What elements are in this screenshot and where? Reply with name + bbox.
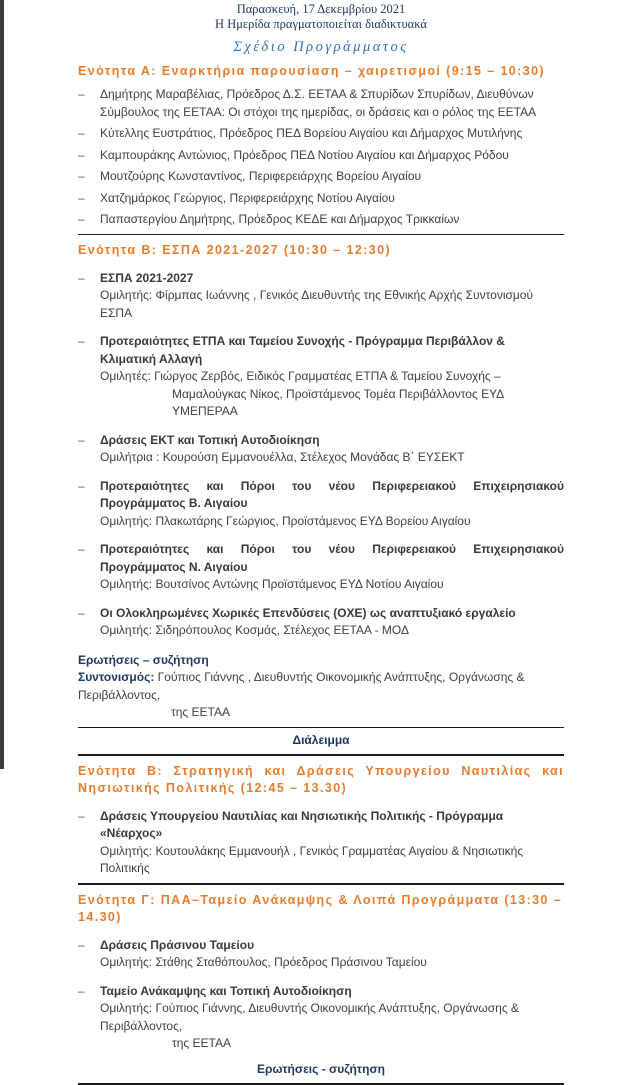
list-item: – Καμπουράκης Αντώνιος, Πρόεδρος ΠΕΔ Νοτίου Αιγαίου και Δήμαρχος Ρόδου <box>78 147 564 165</box>
speaker-line-continued: της ΕΕΤΑΑ <box>172 1036 231 1050</box>
agenda-item <box>78 937 564 972</box>
agenda-item-title: – Δράσεις Υπουργείου Ναυτιλίας και Νησιωτικής Πολιτικής - Πρόγραμμα «Νέαρχος» <box>100 808 504 840</box>
coordination-label: Συντονισμός: <box>78 670 155 684</box>
break-label: Διάλειμμα <box>292 732 350 747</box>
agenda-item <box>78 270 564 323</box>
program-document <box>78 2 564 1085</box>
event-date: Παρασκευή, 17 Δεκεμβρίου 2021 <box>236 2 406 16</box>
agenda-item <box>78 541 564 594</box>
divider <box>78 727 564 728</box>
agenda-item-title: – Προτεραιότητες ΕΤΠΑ και Ταμείου Συνοχής - Πρόγραμμα Περιβάλλον & Κλιματική Αλλαγή <box>100 334 505 366</box>
agenda-item <box>78 333 564 421</box>
divider <box>78 234 564 235</box>
program-title: Σχέδιο Προγράμματος <box>233 39 409 55</box>
section-a-header: Ενότητα Α: Εναρκτήρια παρουσίαση – χαιρετισμοί (9:15 – 10:30) <box>78 64 545 78</box>
speaker-line: Ομιλητής: Γούπιος Γιάννης, Διευθυντής Οικονομικής Ανάπτυξης, Οργάνωσης & Περιβάλλοντος, <box>100 1001 519 1033</box>
list-item: – Παπαστεργίου Δημήτρης, Πρόεδρος ΚΕΔΕ και Δήμαρχος Τρικκαίων <box>78 211 564 229</box>
viewer-left-edge <box>0 0 4 769</box>
agenda-item <box>78 808 564 878</box>
speaker-line: Ομιλητής: Σιδηρόπουλος Κοσμάς, Στέλεχος ΕΕΤΑΑ - ΜΟΔ <box>100 623 410 637</box>
questions-discussion-label: Ερωτήσεις – συζήτηση <box>78 652 209 667</box>
event-mode-note: Η Ημερίδα πραγματοποιείται διαδικτυακά <box>215 17 427 31</box>
speaker-line-continued: Μαμαλούγκας Νίκος, Προϊστάμενος Τομέα Περιβάλλοντος ΕΥΔ ΥΜΕΠΕΡΑΑ <box>172 386 504 418</box>
speaker-line: Ομιλητές: Γιώργος Ζερβός, Ειδικός Γραμματέας ΕΤΠΑ & Ταμείου Συνοχής – <box>100 369 501 383</box>
list-item: – Μουτζούρης Κωνσταντίνος, Περιφερειάρχης Βορείου Αιγαίου <box>78 168 564 186</box>
questions-discussion-label: Ερωτήσεις - συζήτηση <box>256 1061 386 1076</box>
speaker-line: Ομιλητής: Βουτσίνος Αντώνης Προϊστάμενος ΕΥΔ Νοτίου Αιγαίου <box>100 577 444 591</box>
agenda-item <box>78 478 564 531</box>
agenda-item <box>78 605 564 640</box>
divider <box>78 754 564 756</box>
agenda-item-title: – Ταμείο Ανάκαμψης και Τοπική Αυτοδιοίκηση <box>100 983 352 998</box>
agenda-item-title: – Προτεραιότητες και Πόροι του νέου Περιφερειακού Επιχειρησιακού Προγράμματος Ν. Αιγαίου <box>100 542 564 574</box>
coordination-text: Γούπιος Γιάννης , Διευθυντής Οικονομικής Ανάπτυξης, Οργάνωσης & Περιβάλλοντος, <box>78 670 525 702</box>
speaker-line: Ομιλητής: Κουτουλάκης Εμμανουήλ , Γενικός Γραμματέας Αιγαίου & Νησιωτικής Πολιτικής <box>100 843 524 875</box>
agenda-item-title: – ΕΣΠΑ 2021-2027 <box>100 270 194 285</box>
agenda-item <box>78 983 564 1053</box>
agenda-item <box>78 432 564 467</box>
section-a-list <box>78 86 564 229</box>
agenda-item-title: – Δράσεις Πράσινου Ταμείου <box>100 937 255 952</box>
coordination-line <box>78 669 564 704</box>
speaker-line: Ομιλήτρια : Κουρούση Εμμανουέλλα, Στέλεχος Μονάδας Β΄ ΕΥΣΕΚΤ <box>100 450 465 464</box>
agenda-item-title: – Οι Ολοκληρωμένες Χωρικές Επενδύσεις (ΟΧΕ) ως αναπτυξιακό εργαλείο <box>100 605 516 620</box>
section-c-header: Ενότητα Γ: ΠΑΑ–Ταμείο Ανάκαμψης & Λοιπά Προγράμματα (13:30 – 14.30) <box>78 892 563 924</box>
divider <box>78 1083 564 1085</box>
section-b2-header: Ενότητα Β: Στρατηγική και Δράσεις Υπουργείου Ναυτιλίας και Νησιωτικής Πολιτικής (12:45 – 13.30) <box>78 763 564 795</box>
list-item: – Χατζημάρκος Γεώργιος, Περιφερειάρχης Νοτίου Αιγαίου <box>78 190 564 208</box>
coordination-text-continued: της ΕΕΤΑΑ <box>171 705 230 719</box>
list-item: – Δημήτρης Μαραβέλιας, Πρόεδρος Δ.Σ. ΕΕΤΑΑ & Σπυρίδων Σπυρίδων, Διευθύνων Σύμβουλος της ΕΕΤΑΑ: Οι στόχοι της ημερίδας, οι δράσεις και ο ρόλος της ΕΕΤΑΑ <box>78 86 564 121</box>
speaker-line: Ομιλητής: Φίρμπας Ιωάννης , Γενικός Διευθυντής της Εθνικής Αρχής Συντονισμού ΕΣΠΑ <box>100 288 534 320</box>
section-b1-header: Ενότητα Β: ΕΣΠΑ 2021-2027 (10:30 – 12:30) <box>78 242 392 257</box>
list-item: – Κύτελλης Ευστράτιος, Πρόεδρος ΠΕΔ Βορείου Αιγαίου και Δήμαρχος Μυτιλήνης <box>78 125 564 143</box>
divider <box>78 883 564 885</box>
speaker-line: Ομιλητής: Στάθης Σταθόπουλος, Πρόεδρος Πράσινου Ταμείου <box>100 955 427 969</box>
agenda-item-title: – Δράσεις ΕΚΤ και Τοπική Αυτοδιοίκηση <box>100 432 320 447</box>
speaker-line: Ομιλητής: Πλακωτάρης Γεώργιος, Προϊστάμενος ΕΥΔ Βορείου Αιγαίου <box>100 513 471 528</box>
agenda-item-title: – Προτεραιότητες και Πόροι του νέου Περιφερειακού Επιχειρησιακού Προγράμματος Β. Αιγαίου <box>100 478 564 510</box>
